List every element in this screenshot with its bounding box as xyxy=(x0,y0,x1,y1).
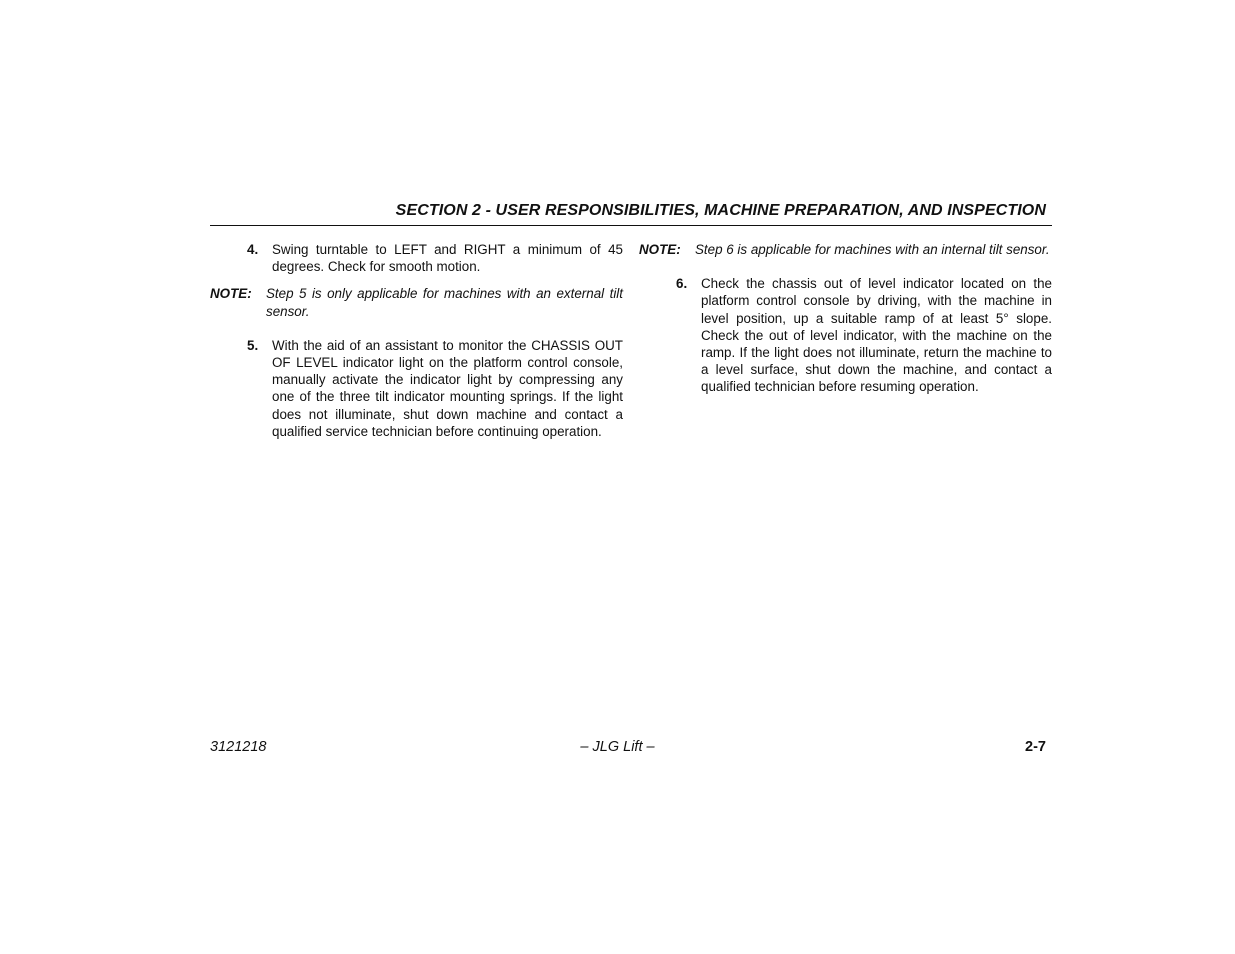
step-6-text: Check the chassis out of level indicator located on the platform control console by driving, with the machine in level position, up a suitable ramp of at least 5° slope. Check the out of level indicator, with the machine on the ramp. If the light does not illuminate, return the machine to a level surface, shut down the machine, and contact a qualified technician before resuming operation. xyxy=(701,276,1052,395)
note-text: Step 6 is applicable for machines with an internal tilt sensor. xyxy=(695,242,1050,257)
step-4 xyxy=(210,241,623,275)
note-label: NOTE: xyxy=(210,286,252,302)
footer-doc-number: 3121218 xyxy=(210,739,267,755)
note-step-6 xyxy=(639,241,1052,258)
section-title: SECTION 2 - USER RESPONSIBILITIES, MACHINE PREPARATION, AND INSPECTION xyxy=(395,202,1046,219)
footer-page-number: 2-7 xyxy=(1025,739,1046,755)
step-5-text: With the aid of an assistant to monitor the CHASSIS OUT OF LEVEL indicator light on the platform control console, manually activate the indicator light by compressing any one of the three tilt indicator mounting springs. If the light does not illuminate, shut down machine and contact a qualified service technician before continuing operation. xyxy=(272,337,623,439)
step-4-text: Swing turntable to LEFT and RIGHT a minimum of 45 degrees. Check for smooth motion. xyxy=(272,242,623,275)
note-label: NOTE: xyxy=(639,242,681,257)
footer-center-label: – JLG Lift – xyxy=(580,739,655,755)
step-5-number: 5. xyxy=(247,337,259,353)
step-6-number: 6. xyxy=(676,276,688,292)
step-4-number: 4. xyxy=(247,242,259,257)
right-column xyxy=(639,241,1052,396)
step-5 xyxy=(210,337,623,440)
step-6 xyxy=(639,275,1052,395)
note-text: Step 5 is only applicable for machines with an external tilt sensor. xyxy=(266,286,623,319)
left-column xyxy=(210,241,623,440)
title-divider xyxy=(210,225,1052,226)
note-step-5 xyxy=(210,285,623,319)
